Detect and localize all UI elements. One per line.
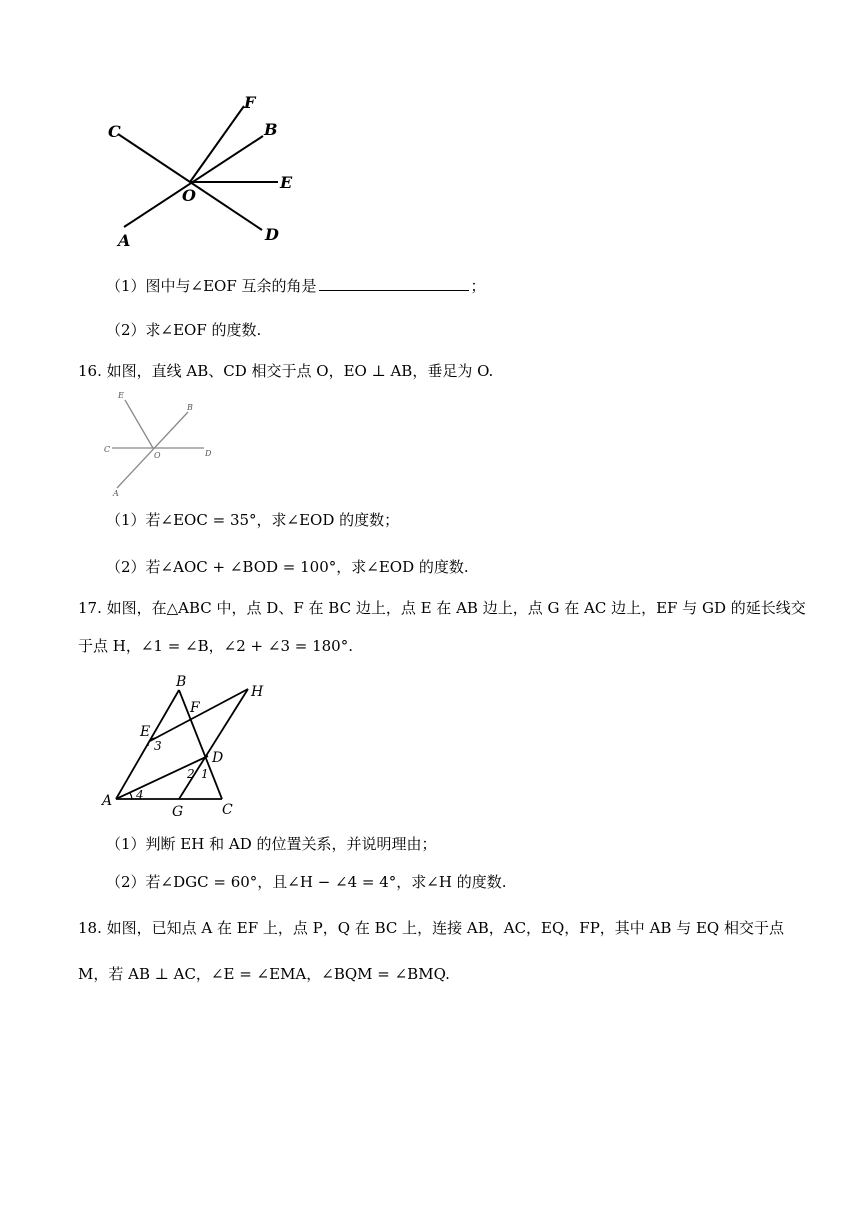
q17-sub1: （1）判断 EH 和 AD 的位置关系，并说明理由； [106, 835, 437, 853]
q16-label-c: C [104, 445, 111, 454]
figure-rays-o [100, 90, 310, 260]
q17-label-c: C [222, 802, 233, 818]
label-b: B [264, 120, 278, 139]
line-a-b-q16 [117, 412, 188, 488]
q17-stem-line1: 17. 如图，在△ABC 中，点 D、F 在 BC 边上，点 E 在 AB 边上，点 G 在 AC 边上，EF 与 GD 的延长线交 [78, 599, 806, 617]
q17-label-3: 3 [154, 739, 162, 753]
q16-stem: 16. 如图，直线 AB、CD 相交于点 O，EO ⊥ AB，垂足为 O. [78, 362, 494, 380]
q17-label-1: 1 [201, 767, 209, 781]
label-e: E [280, 173, 293, 192]
label-o: O [182, 186, 196, 205]
q15-sub1-end: ； [470, 277, 486, 295]
q17-stem-line2: 于点 H，∠1 = ∠B，∠2 + ∠3 = 180°. [78, 637, 353, 655]
figure-q16-svg [100, 388, 220, 498]
q17-label-2: 2 [187, 767, 195, 781]
answer-blank[interactable] [319, 276, 469, 291]
label-a: A [118, 231, 131, 250]
q16-sub1: （1）若∠EOC = 35°，求∠EOD 的度数； [106, 511, 400, 529]
q17-label-g: G [172, 804, 184, 820]
q17-label-e: E [140, 724, 151, 740]
q16-sub2: （2）若∠AOC + ∠BOD = 100°，求∠EOD 的度数. [106, 558, 469, 576]
figure-q16 [100, 388, 220, 498]
ray-o-e-q16 [125, 400, 153, 448]
q17-label-b: B [176, 674, 187, 690]
q16-label-b: B [187, 403, 193, 412]
q18-stem-line1: 18. 如图，已知点 A 在 EF 上，点 P，Q 在 BC 上，连接 AB，AC，EQ，FP，其中 AB 与 EQ 相交于点 [78, 919, 784, 937]
q18-stem-line2: M，若 AB ⊥ AC，∠E = ∠EMA，∠BQM = ∠BMQ. [78, 965, 450, 983]
q17-label-4: 4 [136, 788, 144, 802]
q16-label-d: D [205, 449, 212, 458]
q16-label-o: O [154, 451, 161, 460]
q16-label-e: E [118, 391, 124, 400]
q16-label-a: A [113, 489, 119, 498]
ray-o-f [190, 106, 244, 182]
q15-sub1 [106, 276, 486, 296]
q17-label-f: F [190, 700, 200, 716]
q17-sub2: （2）若∠DGC = 60°，且∠H − ∠4 = 4°，求∠H 的度数. [106, 873, 507, 891]
label-f: F [244, 93, 256, 112]
q17-label-a: A [102, 793, 113, 809]
figure-q17-svg [96, 672, 276, 820]
q15-sub2: （2）求∠EOF 的度数. [106, 321, 262, 339]
label-d: D [265, 225, 279, 244]
figure-rays-o-svg [100, 90, 310, 260]
q17-label-h: H [251, 684, 264, 700]
label-c: C [108, 122, 121, 141]
q15-sub1-text: （1）图中与∠EOF 互余的角是 [106, 277, 317, 295]
figure-q17 [96, 672, 276, 820]
q17-label-d: D [212, 750, 224, 766]
side-ab [116, 690, 179, 799]
arc-4 [130, 793, 132, 799]
